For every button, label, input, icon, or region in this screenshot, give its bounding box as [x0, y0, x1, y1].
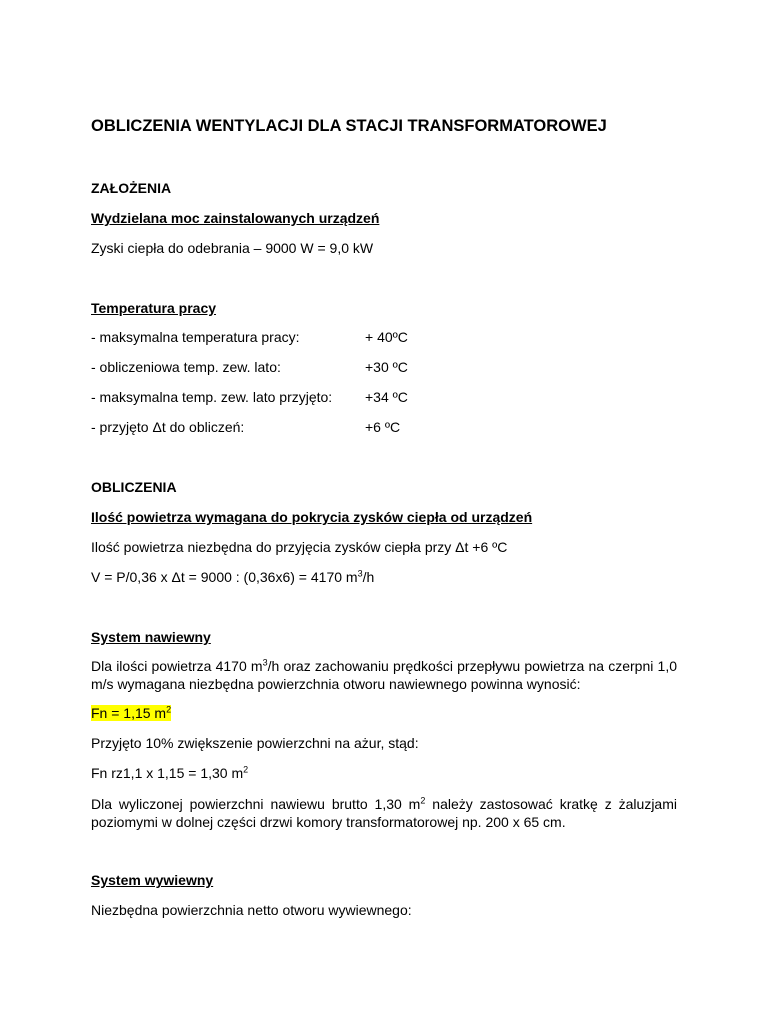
temp-label: - obliczeniowa temp. zew. lato: — [91, 359, 281, 375]
temp-label: - maksymalna temp. zew. lato przyjęto: — [91, 389, 333, 405]
temp-row-max-summer — [91, 389, 491, 406]
fn-value — [91, 705, 171, 722]
document-title: OBLICZENIA WENTYLACJI DLA STACJI TRANSFORMATOROWEJ — [91, 117, 607, 135]
temp-label: - przyjęto Δt do obliczeń: — [91, 419, 245, 435]
exhaust-subheading: System wywiewny — [91, 872, 214, 888]
air-quantity-subheading: Ilość powietrza wymagana do pokrycia zysków ciepła od urządzeń — [91, 509, 533, 525]
grille-paragraph: Dla wyliczonej powierzchni nawiewu brutto 1,30 $m^2$ należy zastosować kratkę z żaluzjami poziomymi w dolnej części drzwi komory transformatorowej np. 200 x 65 cm. — [91, 795, 677, 830]
temp-value: +6 ºC — [365, 419, 401, 435]
temp-row-design-summer — [91, 359, 491, 376]
supply-paragraph: Dla ilości powietrza 4170 $m^3/h$ oraz zachowaniu prędkości przepływu powietrza na czerpni 1,0 m/s wymagana niezbędna powierzchnia otworu nawiewnego powinna wynosić: — [91, 657, 678, 692]
temp-value: +30 ºC — [365, 359, 408, 375]
temp-row-max-operating — [91, 329, 491, 346]
assumptions-heading: ZAŁOŻENIA — [91, 180, 172, 196]
air-formula: V = P/0,36 x Δt = 9000 : (0,36x6) = 4170 $m^3/h$ — [91, 568, 375, 585]
temp-label: - maksymalna temperatura pracy: — [91, 329, 300, 345]
temp-value: +34 ºC — [365, 389, 408, 405]
highlighted-fn: Fn = 1,15 $m^2$ — [91, 704, 172, 721]
temp-value: + 40ºC — [365, 329, 408, 345]
temperature-subheading: Temperatura pracy — [91, 300, 217, 316]
air-quantity-text: Ilość powietrza niezbędna do przyjęcia zysków ciepła przy Δt +6 ºC — [91, 539, 508, 555]
temp-row-delta-t — [91, 419, 491, 436]
supply-subheading: System nawiewny — [91, 629, 211, 645]
power-subheading: Wydzielana moc zainstalowanych urządzeń — [91, 210, 380, 226]
calculations-heading: OBLICZENIA — [91, 479, 177, 495]
increase-text: Przyjęto 10% zwiększenie powierzchni na ażur, stąd: — [91, 735, 419, 751]
exhaust-text: Niezbędna powierzchnia netto otworu wywiewnego: — [91, 902, 412, 918]
heat-gain-text: Zyski ciepła do odebrania – 9000 W = 9,0 kW — [91, 240, 374, 256]
fnrz-value: Fn rz1,1 x 1,15 = 1,30 $m^2$ — [91, 764, 249, 781]
